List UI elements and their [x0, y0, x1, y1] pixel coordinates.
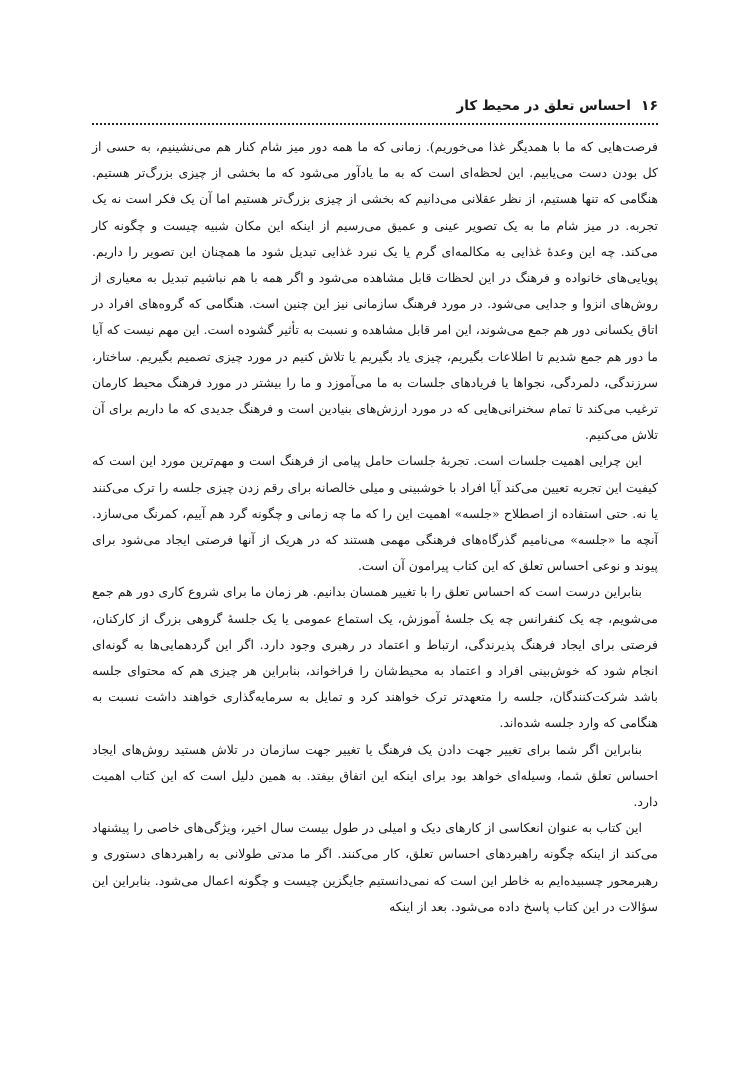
- paragraph: فرصت‌هایی که ما با همدیگر غذا می‌خوریم). زمانی که ما همه دور میز شام کنار هم می‌نشینیم، به حسی از کل بودن دست می‌یابیم. این لحظه‌ای است که به ما یادآور می‌شود که ما بخشی از چیزی بزرگ‌تر هستیم. هنگامی که تنها هستیم، از نظر عقلانی می‌دانیم که بخشی از چیزی بزرگ‌تر هستیم اما آن یک فکر است نه یک تجربه. در میز شام ما به یک تصویر عینی و عمیق می‌رسیم از اینکه این مکان شبیه چیست و چگونه کار می‌کند. چه این وعدهٔ غذایی به مکالمه‌ای گرم یا یک نبرد غذایی تبدیل شود ما همچنان این تصویر را داریم. پویایی‌های خانواده و فرهنگ در این لحظات قابل مشاهده می‌شود و اگر همه با هم نباشیم تبدیل به معیاری از روش‌های انزوا و جدایی می‌شود. در مورد فرهنگ سازمانی نیز این چنین است. هنگامی که گروه‌های افراد در اتاق یکسانی دور هم جمع می‌شوند، این امر قابل مشاهده و نسبت به تأثیر گشوده است. این مهم نیست که آیا ما دور هم جمع شدیم تا اطلاعات بگیریم، چیزی یاد بگیریم یا تلاش کنیم در مورد چیزی تصمیم بگیریم. ساختار، سرزندگی، دلمردگی، نجواها یا فریادهای جلسات به ما می‌آموزد و ما را بیشتر در مورد فرهنگ محیط کارمان ترغیب می‌کند تا تمام سخنرانی‌هایی که در مورد ارزش‌های بنیادین است و فرهنگ جدیدی که ما داریم برای آن تلاش می‌کنیم.: [92, 139, 658, 443]
- paragraph: بنابراین درست است که احساس تعلق را با تغییر همسان بدانیم. هر زمان ما برای شروع کاری دور هم جمع می‌شویم، چه یک کنفرانس چه یک جلسهٔ آموزش، یک استماع عمومی یا یک جلسهٔ گروهی بزرگ از کارکنان، فرصتی برای ایجاد فرهنگ پذیرندگی، ارتباط و اعتماد در رهبری وجود دارد. اگر این گردهمایی‌ها به گونه‌ای انجام شود که خوش‌بینی افراد و اعتماد به محیط‌شان را فراخواند، بنابراین هر چیزی هم که محتوای جلسه باشد شرکت‌کنندگان، جلسه را متعهدتر ترک خواهند کرد و تمایل به سرمایه‌گذاری خواهند داشت نسبت به هنگامی که وارد جلسه شده‌اند.: [92, 584, 658, 731]
- body-text: [92, 134, 658, 920]
- paragraph: بنابراین اگر شما برای تغییر جهت دادن یک فرهنگ یا تغییر جهت سازمان در تلاش هستید روش‌های ایجاد احساس تعلق شما، وسیله‌ای خواهد بود برای اینکه این اتفاق بیفتد. به همین دلیل است که این کتاب اهمیت دارد.: [92, 741, 658, 810]
- header-dotted-rule: [92, 123, 658, 125]
- running-header: [92, 98, 658, 120]
- paragraph: این چرایی اهمیت جلسات است. تجربهٔ جلسات حامل پیامی از فرهنگ است و مهم‌ترین مورد این است که کیفیت این تجربه تعیین می‌کند آیا افراد با خوشبینی و میلی خالصانه برای رقم زدن چیزی جلسه را ترک می‌کنند یا نه. حتی استفاده از اصطلاح «جلسه» اهمیت این را که ما چه زمانی و چگونه گرد هم آییم، کمرنگ می‌سازد. آنچه ما «جلسه» می‌نامیم گذرگاه‌های فرهنگی مهمی هستند که در هریک از آنها فرصتی ایجاد می‌شود برای پیوند و نوعی احساس تعلق که این کتاب پیرامون آن است.: [92, 453, 658, 574]
- paragraph: این کتاب به عنوان انعکاسی از کارهای دیک و امیلی در طول بیست سال اخیر، ویژگی‌های خاصی را پیشنهاد می‌کند از اینکه چگونه راهبردهای احساس تعلق، کار می‌کنند. اگر ما مدتی طولانی به راهبردهای دستوری و رهبرمحور چسبیده‌ایم به خاطر این است که نمی‌دانستیم جایگزین چیست و چگونه اعمال می‌شود. بنابراین این سؤالات در این کتاب پاسخ داده می‌شود. بعد از اینکه: [92, 820, 658, 914]
- page-number: ۱۶: [640, 98, 658, 114]
- running-title: احساس تعلق در محیط کار: [456, 98, 631, 114]
